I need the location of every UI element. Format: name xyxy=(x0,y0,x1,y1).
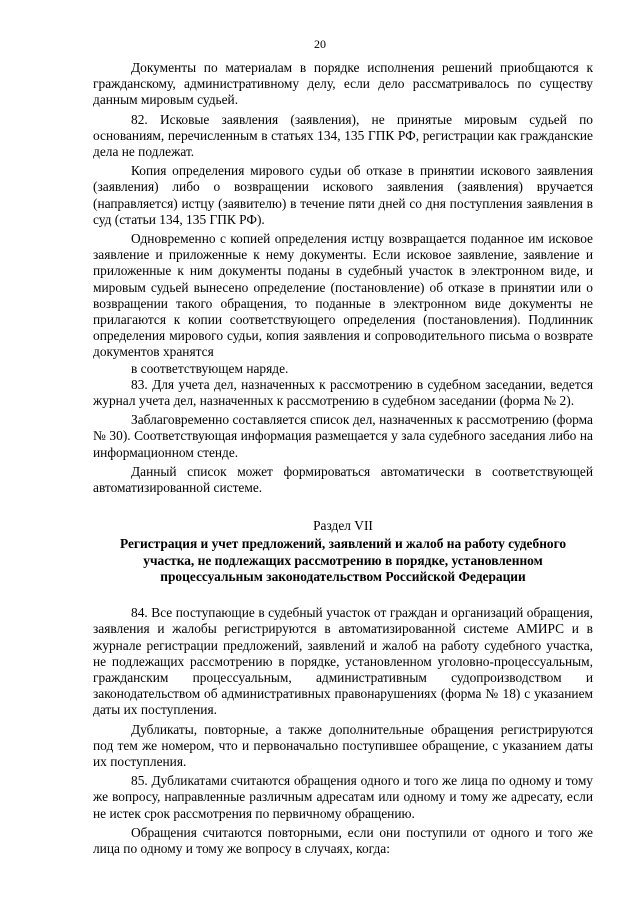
page-body xyxy=(93,60,593,857)
paragraph-1: Документы по материалам в порядке исполнения решений приобщаются к гражданскому, административному делу, если дело рассматривалось по существу данным мировым судьей. xyxy=(93,60,593,108)
paragraph-84: 84. Все поступающие в судебный участок от граждан и организаций обращения, заявления и жалобы регистрируются в автоматизированной системе АМИРС и в журнале регистрации предложений, заявлений и жалоб на работу судебного участка, не подлежащих рассмотрению в порядке, установленном уголовно-процессуальным, гражданским процессуальным, административным судопроизводством и законодательством об административных правонарушениях (форма № 18) с указанием даты их поступления. xyxy=(93,605,593,718)
paragraph-83: 83. Для учета дел, назначенных к рассмотрению в судебном заседании, ведется журнал учета дел, назначенных к рассмотрению в судебном заседании (форма № 2). xyxy=(93,376,593,409)
page-number: 20 xyxy=(314,37,326,51)
paragraph-simultaneously: Одновременно с копией определения истцу возвращается поданное им исковое заявление и приложенные к нему документы. Если исковое заявление, заявление и приложенные к ним документы поданы в судебный участок в электронном виде, и мировым судьей вынесено определение (постановление) об отказе в принятии или о возвращении такого обращения, то поданные в электронном виде документы не прилагаются к копии соответствующего определения (постановления). Подлинник определения мирового судьи, копия заявления и сопроводительного письма о возврате документов хранятся xyxy=(93,231,593,360)
paragraph-repeated: Обращения считаются повторными, если они поступили от одного и того же лица по одному и тому же вопросу в случаях, когда: xyxy=(93,824,593,856)
paragraph-corresponding-file: в соответствующем наряде. xyxy=(131,360,289,376)
section-heading: Регистрация и учет предложений, заявлений и жалоб на работу судебного участка, не подлежащих рассмотрению в порядке, установленном процессуальным законодательством Российской Федерации xyxy=(119,536,567,584)
paragraph-duplicates-registration: Дубликаты, повторные, а также дополнительные обращения регистрируются под тем же номером, что и первоначально поступившее обращение, с указанием даты их поступления. xyxy=(93,721,593,769)
paragraph-auto-list: Данный список может формироваться автоматически в соответствующей автоматизированной системе. xyxy=(93,463,593,496)
paragraph-case-list: Заблаговременно составляется список дел, назначенных к рассмотрению (форма № 30). Соответствующая информация размещается у зала судебного заседания либо на информационном стенде. xyxy=(93,412,593,460)
paragraph-85: 85. Дубликатами считаются обращения одного и того же лица по одному и тому же вопросу, направленные различным адресатам или одному и тому же адресату, если не истек срок рассмотрения по первичному обращению. xyxy=(93,773,593,821)
section-label: Раздел VII xyxy=(313,518,373,534)
paragraph-copy-determination: Копия определения мирового судьи об отказе в принятии искового заявления (заявления) либо о возвращении искового заявления (заявления) вручается (направляется) истцу (заявителю) в течение пяти дней со дня поступления заявления в суд (статьи 134, 135 ГПК РФ). xyxy=(93,163,593,227)
paragraph-82: 82. Исковые заявления (заявления), не принятые мировым судьей по основаниям, перечисленным в статьях 134, 135 ГПК РФ, регистрации как гражданские дела не подлежат. xyxy=(93,111,593,160)
